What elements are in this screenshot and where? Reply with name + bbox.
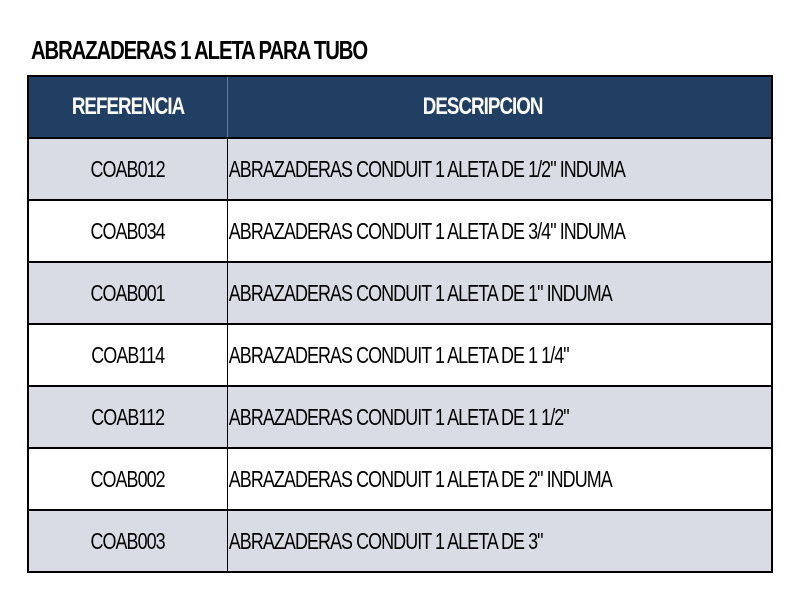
reference-code: COAB034 (90, 217, 166, 244)
description-cell (228, 201, 771, 261)
reference-cell (29, 325, 228, 385)
description-cell (228, 449, 771, 509)
description-text: ABRAZADERAS CONDUIT 1 ALETA DE 1 1/4" (228, 341, 569, 368)
reference-cell (29, 201, 228, 261)
table-row (29, 325, 771, 387)
table-row (29, 511, 771, 571)
description-cell (228, 263, 771, 323)
description-text: ABRAZADERAS CONDUIT 1 ALETA DE 3/4" INDUMA (228, 217, 625, 244)
description-cell (228, 387, 771, 447)
reference-code: COAB112 (91, 403, 165, 430)
reference-code: COAB002 (90, 465, 166, 492)
reference-cell (29, 449, 228, 509)
description-text: ABRAZADERAS CONDUIT 1 ALETA DE 2" INDUMA (228, 465, 612, 492)
reference-code: COAB012 (90, 155, 166, 182)
description-text: ABRAZADERAS CONDUIT 1 ALETA DE 3" (228, 527, 543, 554)
reference-code: COAB001 (90, 279, 166, 306)
header-descripcion (228, 77, 771, 137)
description-text: ABRAZADERAS CONDUIT 1 ALETA DE 1" INDUMA (228, 279, 612, 306)
reference-code: COAB114 (91, 341, 165, 368)
header-referencia (29, 77, 228, 137)
table-row (29, 449, 771, 511)
reference-cell (29, 139, 228, 199)
product-table (27, 75, 773, 573)
description-cell (228, 511, 771, 571)
reference-cell (29, 511, 228, 571)
page-title: ABRAZADERAS 1 ALETA PARA TUBO (31, 35, 367, 65)
reference-code: COAB003 (90, 527, 166, 554)
description-text: ABRAZADERAS CONDUIT 1 ALETA DE 1 1/2" (228, 403, 569, 430)
reference-cell (29, 263, 228, 323)
description-cell (228, 139, 771, 199)
header-descripcion-label: DESCRIPCION (423, 93, 543, 120)
description-text: ABRAZADERAS CONDUIT 1 ALETA DE 1/2" INDUMA (228, 155, 625, 182)
table-row (29, 263, 771, 325)
reference-cell (29, 387, 228, 447)
table-row (29, 387, 771, 449)
header-referencia-label: REFERENCIA (71, 93, 185, 120)
table-row (29, 139, 771, 201)
description-cell (228, 325, 771, 385)
table-header-row (29, 77, 771, 139)
table-row (29, 201, 771, 263)
